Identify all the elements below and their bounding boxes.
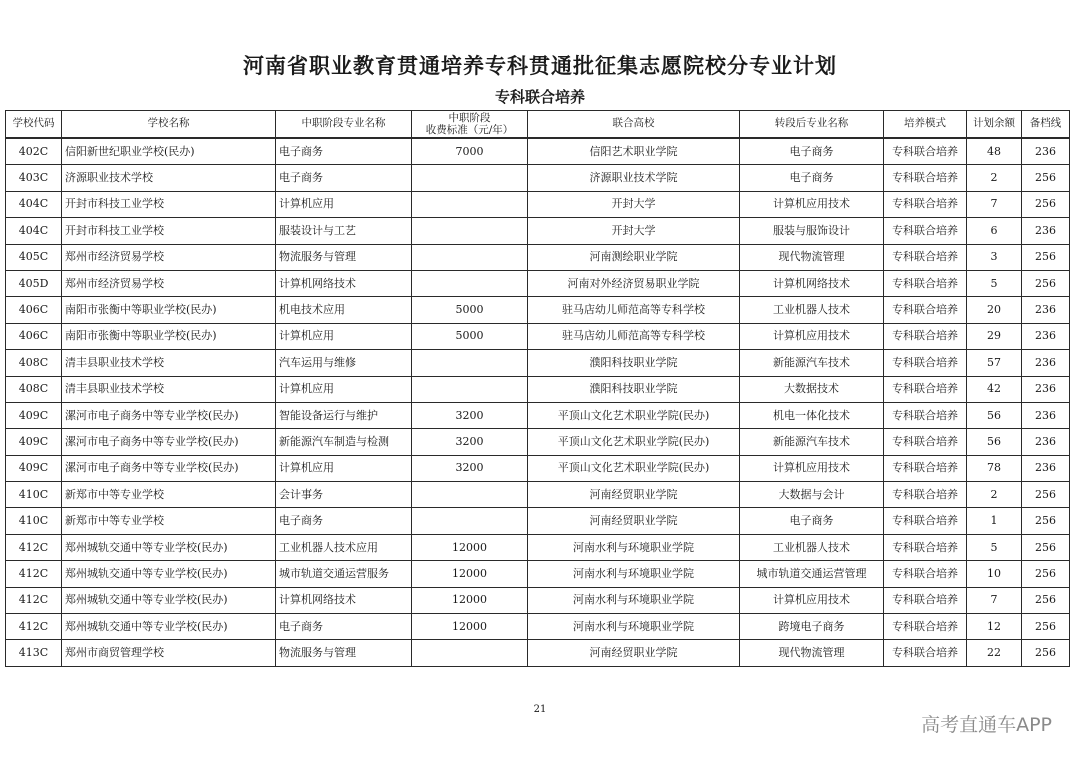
cell-school: 郑州城轨交通中等专业学校(民办) — [62, 534, 276, 560]
table-row — [6, 244, 1070, 270]
table-row — [6, 587, 1070, 613]
cell-target-major: 计算机应用技术 — [740, 323, 884, 349]
cell-partner: 濮阳科技职业学院 — [528, 376, 740, 402]
cell-school: 开封市科技工业学校 — [62, 218, 276, 244]
cell-mode: 专科联合培养 — [884, 270, 967, 296]
cell-line: 236 — [1022, 323, 1070, 349]
cell-mode: 专科联合培养 — [884, 508, 967, 534]
cell-remaining: 7 — [967, 191, 1022, 217]
cell-partner: 开封大学 — [528, 218, 740, 244]
cell-major: 电子商务 — [276, 138, 412, 165]
table-row — [6, 614, 1070, 640]
cell-fee — [412, 482, 528, 508]
cell-mode: 专科联合培养 — [884, 244, 967, 270]
cell-line: 256 — [1022, 561, 1070, 587]
cell-target-major: 电子商务 — [740, 165, 884, 191]
cell-target-major: 大数据技术 — [740, 376, 884, 402]
cell-major: 计算机应用 — [276, 323, 412, 349]
cell-code: 409C — [6, 455, 62, 481]
table-row — [6, 138, 1070, 165]
cell-remaining: 1 — [967, 508, 1022, 534]
cell-mode: 专科联合培养 — [884, 297, 967, 323]
cell-remaining: 12 — [967, 614, 1022, 640]
cell-partner: 驻马店幼儿师范高等专科学校 — [528, 323, 740, 349]
cell-partner: 河南水利与环境职业学院 — [528, 534, 740, 560]
cell-line: 256 — [1022, 482, 1070, 508]
cell-code: 405D — [6, 270, 62, 296]
cell-partner: 河南水利与环境职业学院 — [528, 561, 740, 587]
table-row — [6, 534, 1070, 560]
cell-mode: 专科联合培养 — [884, 534, 967, 560]
header-remaining: 计划余额 — [967, 111, 1022, 139]
cell-line: 256 — [1022, 640, 1070, 666]
cell-partner: 平顶山文化艺术职业学院(民办) — [528, 455, 740, 481]
cell-code: 408C — [6, 350, 62, 376]
cell-school: 清丰县职业技术学校 — [62, 350, 276, 376]
cell-fee — [412, 640, 528, 666]
table-row — [6, 376, 1070, 402]
document-title: 河南省职业教育贯通培养专科贯通批征集志愿院校分专业计划 — [243, 53, 837, 78]
header-line: 备档线 — [1022, 111, 1070, 139]
cell-target-major: 电子商务 — [740, 138, 884, 165]
cell-partner: 濮阳科技职业学院 — [528, 350, 740, 376]
cell-line: 256 — [1022, 587, 1070, 613]
page-number: 21 — [533, 704, 547, 715]
watermark-text: 高考直通车APP — [921, 714, 1052, 736]
cell-mode: 专科联合培养 — [884, 614, 967, 640]
document-subtitle: 专科联合培养 — [494, 88, 585, 106]
cell-major: 智能设备运行与维护 — [276, 402, 412, 428]
cell-code: 410C — [6, 508, 62, 534]
cell-code: 413C — [6, 640, 62, 666]
table-body — [6, 138, 1070, 666]
cell-school: 信阳新世纪职业学校(民办) — [62, 138, 276, 165]
cell-fee: 3200 — [412, 402, 528, 428]
cell-code: 408C — [6, 376, 62, 402]
table-row — [6, 482, 1070, 508]
cell-fee: 12000 — [412, 561, 528, 587]
cell-line: 236 — [1022, 455, 1070, 481]
table-row — [6, 323, 1070, 349]
plan-table — [5, 110, 1070, 667]
cell-target-major: 现代物流管理 — [740, 244, 884, 270]
cell-major: 会计事务 — [276, 482, 412, 508]
cell-target-major: 新能源汽车技术 — [740, 429, 884, 455]
cell-major: 计算机应用 — [276, 376, 412, 402]
cell-code: 403C — [6, 165, 62, 191]
cell-fee — [412, 350, 528, 376]
cell-major: 汽车运用与维修 — [276, 350, 412, 376]
cell-partner: 信阳艺术职业学院 — [528, 138, 740, 165]
cell-remaining: 10 — [967, 561, 1022, 587]
cell-code: 409C — [6, 402, 62, 428]
cell-code: 410C — [6, 482, 62, 508]
cell-mode: 专科联合培养 — [884, 191, 967, 217]
cell-major: 工业机器人技术应用 — [276, 534, 412, 560]
cell-remaining: 48 — [967, 138, 1022, 165]
cell-line: 236 — [1022, 376, 1070, 402]
cell-code: 404C — [6, 191, 62, 217]
cell-partner: 平顶山文化艺术职业学院(民办) — [528, 429, 740, 455]
header-major: 中职阶段专业名称 — [276, 111, 412, 139]
cell-partner: 平顶山文化艺术职业学院(民办) — [528, 402, 740, 428]
cell-target-major: 工业机器人技术 — [740, 534, 884, 560]
cell-target-major: 大数据与会计 — [740, 482, 884, 508]
cell-fee — [412, 376, 528, 402]
table-row — [6, 297, 1070, 323]
cell-code: 412C — [6, 561, 62, 587]
cell-remaining: 5 — [967, 270, 1022, 296]
table-row — [6, 218, 1070, 244]
cell-school: 漯河市电子商务中等专业学校(民办) — [62, 402, 276, 428]
table-row — [6, 270, 1070, 296]
cell-fee: 7000 — [412, 138, 528, 165]
cell-fee — [412, 165, 528, 191]
cell-remaining: 6 — [967, 218, 1022, 244]
header-code: 学校代码 — [6, 111, 62, 139]
cell-line: 236 — [1022, 138, 1070, 165]
cell-mode: 专科联合培养 — [884, 429, 967, 455]
cell-school: 郑州市商贸管理学校 — [62, 640, 276, 666]
cell-major: 计算机网络技术 — [276, 270, 412, 296]
cell-code: 406C — [6, 297, 62, 323]
cell-remaining: 2 — [967, 482, 1022, 508]
cell-code: 409C — [6, 429, 62, 455]
cell-line: 256 — [1022, 508, 1070, 534]
cell-line: 256 — [1022, 270, 1070, 296]
cell-partner: 河南经贸职业学院 — [528, 640, 740, 666]
cell-mode: 专科联合培养 — [884, 376, 967, 402]
table-row — [6, 350, 1070, 376]
cell-mode: 专科联合培养 — [884, 323, 967, 349]
cell-major: 计算机应用 — [276, 455, 412, 481]
cell-school: 漯河市电子商务中等专业学校(民办) — [62, 455, 276, 481]
cell-major: 电子商务 — [276, 614, 412, 640]
cell-fee — [412, 218, 528, 244]
cell-line: 236 — [1022, 297, 1070, 323]
header-fee-line2: 收费标准（元/年） — [425, 124, 514, 136]
cell-school: 漯河市电子商务中等专业学校(民办) — [62, 429, 276, 455]
cell-major: 电子商务 — [276, 165, 412, 191]
cell-school: 新郑市中等专业学校 — [62, 508, 276, 534]
cell-remaining: 78 — [967, 455, 1022, 481]
cell-remaining: 3 — [967, 244, 1022, 270]
cell-major: 物流服务与管理 — [276, 244, 412, 270]
cell-fee: 12000 — [412, 614, 528, 640]
cell-school: 郑州市经济贸易学校 — [62, 270, 276, 296]
cell-school: 新郑市中等专业学校 — [62, 482, 276, 508]
cell-school: 济源职业技术学校 — [62, 165, 276, 191]
cell-partner: 河南测绘职业学院 — [528, 244, 740, 270]
cell-school: 开封市科技工业学校 — [62, 191, 276, 217]
cell-line: 256 — [1022, 244, 1070, 270]
header-fee — [412, 111, 528, 139]
cell-mode: 专科联合培养 — [884, 587, 967, 613]
cell-fee: 3200 — [412, 455, 528, 481]
table-row — [6, 191, 1070, 217]
cell-target-major: 新能源汽车技术 — [740, 350, 884, 376]
cell-target-major: 跨境电子商务 — [740, 614, 884, 640]
cell-partner: 驻马店幼儿师范高等专科学校 — [528, 297, 740, 323]
table-row — [6, 402, 1070, 428]
cell-fee — [412, 191, 528, 217]
cell-mode: 专科联合培养 — [884, 640, 967, 666]
table-row — [6, 429, 1070, 455]
cell-remaining: 20 — [967, 297, 1022, 323]
cell-remaining: 56 — [967, 429, 1022, 455]
cell-major: 计算机网络技术 — [276, 587, 412, 613]
cell-fee: 12000 — [412, 587, 528, 613]
cell-mode: 专科联合培养 — [884, 350, 967, 376]
cell-code: 405C — [6, 244, 62, 270]
cell-target-major: 现代物流管理 — [740, 640, 884, 666]
cell-mode: 专科联合培养 — [884, 482, 967, 508]
cell-school: 郑州城轨交通中等专业学校(民办) — [62, 561, 276, 587]
cell-line: 236 — [1022, 218, 1070, 244]
table-row — [6, 640, 1070, 666]
cell-school: 郑州市经济贸易学校 — [62, 244, 276, 270]
cell-remaining: 5 — [967, 534, 1022, 560]
cell-code: 412C — [6, 534, 62, 560]
cell-mode: 专科联合培养 — [884, 218, 967, 244]
cell-school: 南阳市张衡中等职业学校(民办) — [62, 323, 276, 349]
header-partner: 联合高校 — [528, 111, 740, 139]
cell-code: 412C — [6, 587, 62, 613]
cell-line: 236 — [1022, 402, 1070, 428]
table-row — [6, 508, 1070, 534]
cell-fee — [412, 270, 528, 296]
cell-partner: 河南水利与环境职业学院 — [528, 587, 740, 613]
cell-partner: 河南对外经济贸易职业学院 — [528, 270, 740, 296]
cell-line: 236 — [1022, 429, 1070, 455]
header-target-major: 转段后专业名称 — [740, 111, 884, 139]
cell-partner: 河南经贸职业学院 — [528, 508, 740, 534]
cell-target-major: 服装与服饰设计 — [740, 218, 884, 244]
cell-line: 256 — [1022, 534, 1070, 560]
cell-mode: 专科联合培养 — [884, 561, 967, 587]
cell-remaining: 29 — [967, 323, 1022, 349]
cell-code: 406C — [6, 323, 62, 349]
cell-fee: 3200 — [412, 429, 528, 455]
cell-line: 236 — [1022, 350, 1070, 376]
header-mode: 培养模式 — [884, 111, 967, 139]
cell-remaining: 42 — [967, 376, 1022, 402]
cell-target-major: 计算机网络技术 — [740, 270, 884, 296]
cell-code: 412C — [6, 614, 62, 640]
cell-target-major: 城市轨道交通运营管理 — [740, 561, 884, 587]
cell-code: 404C — [6, 218, 62, 244]
cell-remaining: 7 — [967, 587, 1022, 613]
cell-partner: 河南水利与环境职业学院 — [528, 614, 740, 640]
cell-target-major: 计算机应用技术 — [740, 455, 884, 481]
cell-partner: 河南经贸职业学院 — [528, 482, 740, 508]
cell-major: 机电技术应用 — [276, 297, 412, 323]
table-header-row — [6, 111, 1070, 139]
cell-mode: 专科联合培养 — [884, 402, 967, 428]
cell-line: 256 — [1022, 614, 1070, 640]
cell-remaining: 2 — [967, 165, 1022, 191]
cell-school: 南阳市张衡中等职业学校(民办) — [62, 297, 276, 323]
cell-target-major: 机电一体化技术 — [740, 402, 884, 428]
cell-school: 郑州城轨交通中等专业学校(民办) — [62, 587, 276, 613]
cell-fee — [412, 508, 528, 534]
cell-mode: 专科联合培养 — [884, 455, 967, 481]
cell-target-major: 工业机器人技术 — [740, 297, 884, 323]
cell-fee: 12000 — [412, 534, 528, 560]
cell-mode: 专科联合培养 — [884, 165, 967, 191]
cell-fee: 5000 — [412, 297, 528, 323]
cell-major: 服装设计与工艺 — [276, 218, 412, 244]
cell-fee — [412, 244, 528, 270]
cell-major: 物流服务与管理 — [276, 640, 412, 666]
header-fee-line1: 中职阶段 — [448, 111, 491, 124]
cell-major: 电子商务 — [276, 508, 412, 534]
cell-code: 402C — [6, 138, 62, 165]
cell-partner: 济源职业技术学院 — [528, 165, 740, 191]
cell-line: 256 — [1022, 165, 1070, 191]
cell-remaining: 56 — [967, 402, 1022, 428]
cell-target-major: 电子商务 — [740, 508, 884, 534]
cell-target-major: 计算机应用技术 — [740, 191, 884, 217]
header-school: 学校名称 — [62, 111, 276, 139]
cell-major: 新能源汽车制造与检测 — [276, 429, 412, 455]
cell-remaining: 22 — [967, 640, 1022, 666]
cell-major: 城市轨道交通运营服务 — [276, 561, 412, 587]
cell-remaining: 57 — [967, 350, 1022, 376]
table-row — [6, 455, 1070, 481]
cell-school: 清丰县职业技术学校 — [62, 376, 276, 402]
cell-major: 计算机应用 — [276, 191, 412, 217]
table-row — [6, 561, 1070, 587]
cell-fee: 5000 — [412, 323, 528, 349]
cell-line: 256 — [1022, 191, 1070, 217]
cell-partner: 开封大学 — [528, 191, 740, 217]
cell-target-major: 计算机应用技术 — [740, 587, 884, 613]
table-row — [6, 165, 1070, 191]
cell-mode: 专科联合培养 — [884, 138, 967, 165]
cell-school: 郑州城轨交通中等专业学校(民办) — [62, 614, 276, 640]
